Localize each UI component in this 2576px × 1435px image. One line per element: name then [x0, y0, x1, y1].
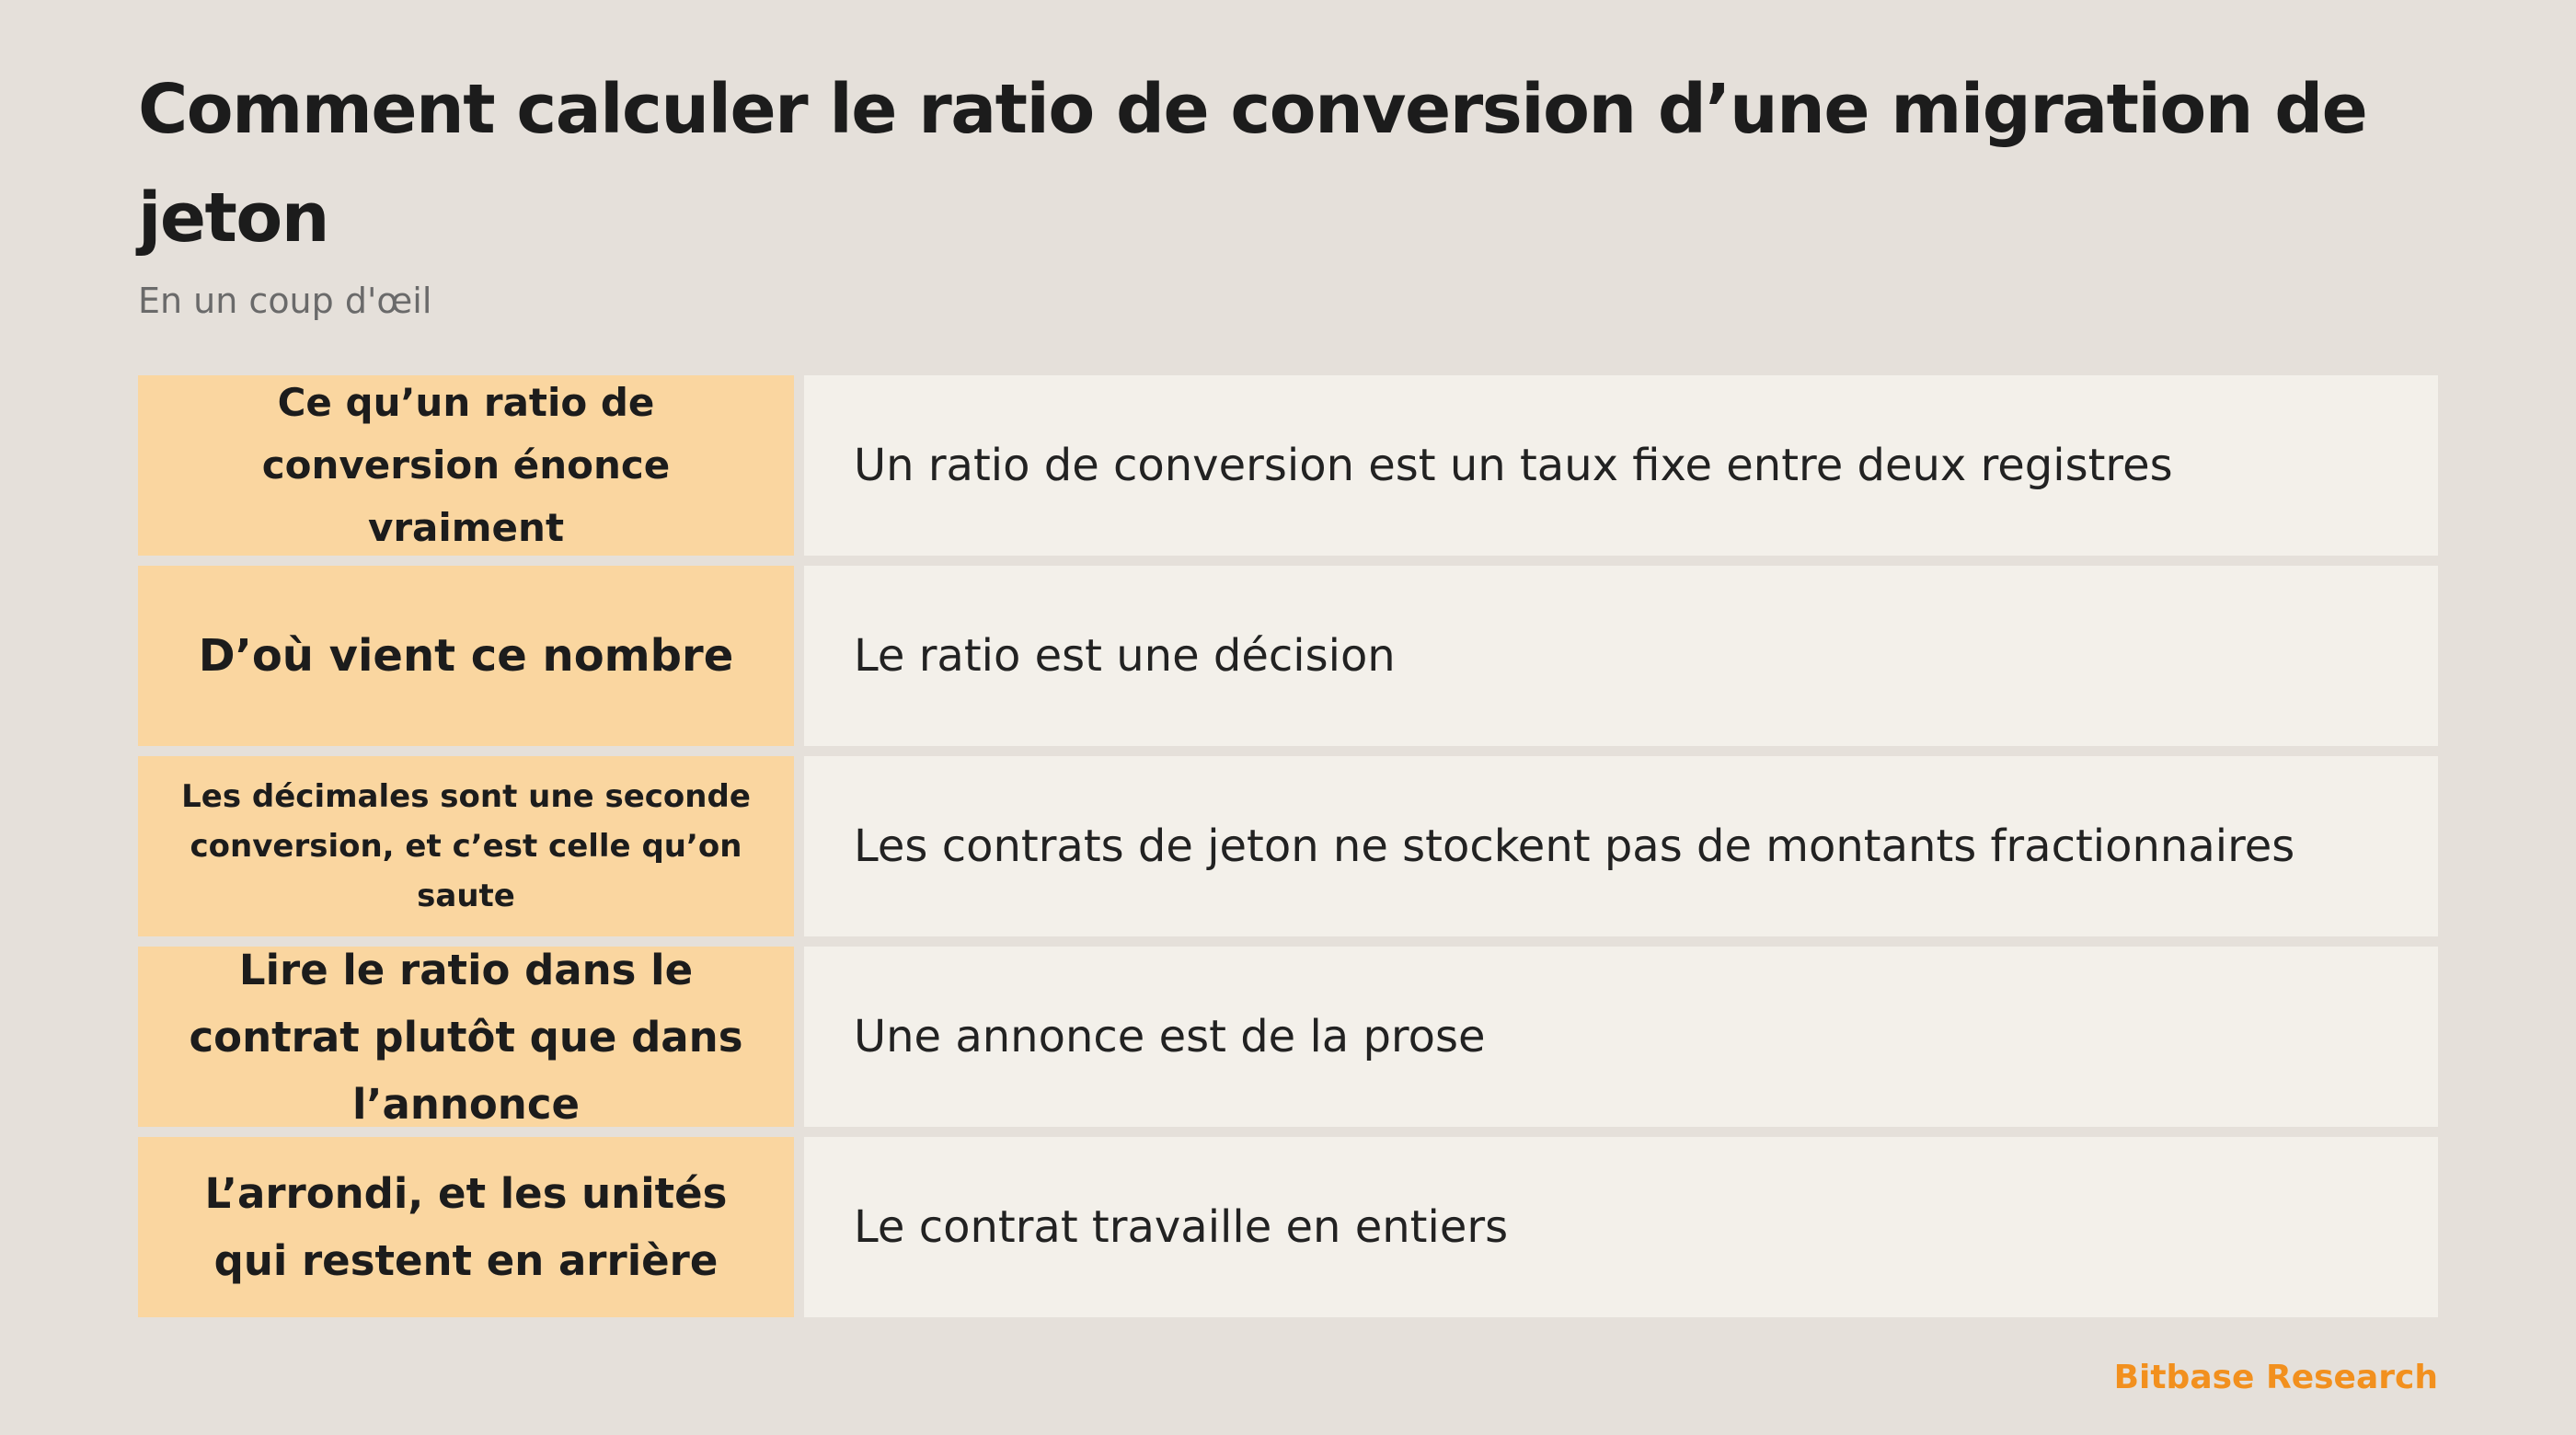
row-text: Un ratio de conversion est un taux fixe entre deux registres [804, 375, 2438, 556]
summary-table [138, 375, 2438, 1327]
row-heading: Ce qu’un ratio de conversion énonce vraiment [138, 375, 794, 556]
row-heading: D’où vient ce nombre [138, 566, 794, 746]
page-subtitle: En un coup d'œil [138, 281, 432, 321]
row-heading: L’arrondi, et les unités qui restent en arrière [138, 1137, 794, 1317]
page-title: Comment calculer le ratio de conversion d’une migration de jeton [138, 70, 2367, 258]
row-text: Les contrats de jeton ne stockent pas de montants fractionnaires [804, 756, 2438, 936]
brand-logo-text: Bitbase Research [2113, 1359, 2438, 1396]
table-row [138, 1137, 2438, 1317]
row-text: Une annonce est de la prose [804, 947, 2438, 1127]
table-row [138, 756, 2438, 936]
slide [138, 55, 2438, 1285]
row-text: Le contrat travaille en entiers [804, 1137, 2438, 1317]
row-heading: Les décimales sont une seconde conversion, et c’est celle qu’on saute [138, 756, 794, 936]
table-row [138, 566, 2438, 746]
row-heading: Lire le ratio dans le contrat plutôt que dans l’annonce [138, 947, 794, 1127]
row-text: Le ratio est une décision [804, 566, 2438, 746]
table-row [138, 375, 2438, 556]
table-row [138, 947, 2438, 1127]
